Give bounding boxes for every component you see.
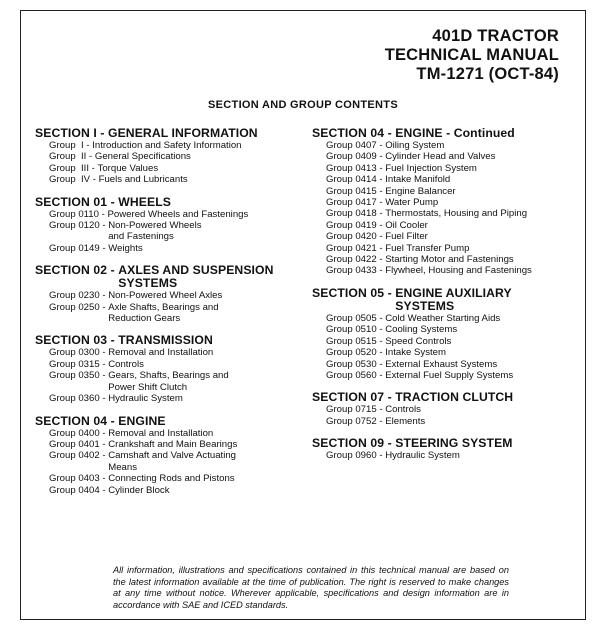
section-number: SECTION 04 - (312, 126, 396, 140)
group-name: General Specifications (94, 151, 191, 163)
group-entry (35, 220, 305, 243)
group-name: Non-Powered Wheels and Fastenings (108, 220, 202, 243)
group-name: Speed Controls (385, 335, 452, 347)
group-name: Oiling System (385, 140, 445, 151)
section-name: TRANSMISSION (118, 333, 213, 348)
group-name: Fuel Injection System (385, 162, 477, 174)
right-column (312, 127, 584, 472)
group-entry (312, 197, 584, 208)
group-name: Intake Manifold (385, 174, 451, 186)
section-block (312, 437, 584, 461)
section-number: SECTION 05 - (312, 285, 396, 300)
group-number: Group 0414 - (326, 174, 386, 186)
group-number: Group 0421 - (326, 242, 386, 254)
group-entry (312, 243, 584, 254)
section-name: ENGINE - Continued (395, 126, 515, 140)
section-number: SECTION I - (35, 126, 108, 140)
group-entry (312, 151, 584, 162)
section-title (35, 264, 305, 290)
disclaimer-text: All information, illustrations and specifications contained in this technical manual are based on the latest information available at the time of publication. The right is reserved to make changes at any time without notice. Wherever applicable, specifications and design information are in accordance with SAE and ICED standards. (113, 565, 509, 610)
section-title (312, 287, 584, 313)
group-number: Group III - (49, 162, 98, 174)
group-name: Gears, Shafts, Bearings and Power Shift Clutch (108, 370, 229, 393)
group-entry (312, 416, 584, 427)
group-number: Group II - (49, 151, 95, 163)
section-number: SECTION 07 - (312, 390, 396, 405)
group-name: Fuel Transfer Pump (385, 242, 470, 254)
group-name: External Fuel Supply Systems (385, 369, 514, 381)
section-name: ENGINE AUXILIARY SYSTEMS (395, 285, 512, 313)
group-entry (35, 359, 305, 370)
group-entry (312, 370, 584, 381)
group-name: External Exhaust Systems (385, 358, 498, 370)
group-name: Connecting Rods and Pistons (108, 473, 235, 485)
group-name: Fuel Filter (385, 231, 428, 243)
section-number: SECTION 09 - (312, 436, 396, 451)
group-number: Group 0505 - (326, 312, 386, 324)
group-name: Flywheel, Housing and Fastenings (385, 265, 532, 277)
group-entry (35, 485, 305, 496)
group-name: Cooling Systems (385, 324, 458, 336)
group-number: Group 0402 - (49, 450, 109, 462)
group-name: Introduction and Safety Information (92, 140, 242, 151)
group-entry (312, 336, 584, 347)
group-entry (312, 254, 584, 265)
group-name: Oil Cooler (385, 219, 428, 231)
group-number: Group 0420 - (326, 231, 386, 243)
group-number: Group 0300 - (49, 347, 109, 359)
section-title (35, 196, 305, 209)
group-entry (35, 473, 305, 484)
section-number: SECTION 04 - (35, 413, 119, 428)
section-block (312, 127, 584, 277)
group-number: Group 0520 - (326, 347, 386, 359)
group-number: Group 0419 - (326, 219, 386, 231)
group-entry (35, 243, 305, 254)
section-block (35, 264, 305, 324)
group-entry (35, 151, 305, 162)
group-entry (35, 163, 305, 174)
section-block (312, 391, 584, 427)
group-entry (312, 324, 584, 335)
group-number: Group 0422 - (326, 254, 386, 266)
group-number: Group 0403 - (49, 473, 109, 485)
group-name: Cold Weather Starting Aids (385, 312, 501, 324)
group-name: Camshaft and Valve Actuating Means (108, 450, 237, 473)
group-name: Crankshaft and Main Bearings (108, 438, 238, 450)
group-entry (312, 163, 584, 174)
section-number: SECTION 03 - (35, 333, 119, 348)
group-number: Group 0417 - (326, 197, 386, 209)
section-title (312, 127, 584, 140)
group-name: Elements (385, 415, 426, 427)
group-number: Group 0404 - (49, 484, 109, 496)
group-number: Group 0515 - (326, 335, 386, 347)
section-block (35, 334, 305, 404)
left-column (35, 127, 305, 506)
group-entry (312, 220, 584, 231)
group-number: Group 0360 - (49, 393, 109, 405)
section-name: WHEELS (118, 194, 171, 209)
group-number: Group 0315 - (49, 358, 109, 370)
group-entry (312, 359, 584, 370)
group-name: Cylinder Head and Valves (385, 151, 496, 163)
group-entry (35, 302, 305, 325)
group-entry (312, 231, 584, 242)
section-name: GENERAL INFORMATION (107, 126, 258, 140)
group-entry (312, 347, 584, 358)
manual-title-line-2: TECHNICAL MANUAL (384, 46, 559, 64)
group-name: Non-Powered Wheel Axles (108, 290, 223, 302)
group-number: Group 0400 - (49, 427, 109, 439)
group-entry (35, 370, 305, 393)
group-entry (312, 313, 584, 324)
group-number: Group 0418 - (326, 208, 386, 220)
group-name: Hydraulic System (385, 450, 460, 462)
group-number: Group 0407 - (326, 140, 386, 151)
manual-title-line-3: TM-1271 (OCT-84) (416, 65, 559, 83)
group-entry (312, 208, 584, 219)
group-entry (35, 393, 305, 404)
group-number: Group 0752 - (326, 415, 386, 427)
group-entry (35, 450, 305, 473)
group-number: Group 0510 - (326, 324, 386, 336)
group-name: Thermostats, Housing and Piping (385, 208, 528, 220)
group-entry (312, 140, 584, 151)
section-title (312, 391, 584, 404)
section-number: SECTION 02 - (35, 263, 119, 278)
group-entry (35, 428, 305, 439)
group-number: Group IV - (49, 174, 99, 186)
group-entry (35, 140, 305, 151)
group-number: Group 0960 - (326, 450, 386, 462)
section-block (35, 415, 305, 496)
group-entry (35, 209, 305, 220)
group-name: Cylinder Block (108, 484, 170, 496)
group-name: Powered Wheels and Fastenings (107, 208, 249, 220)
section-name: AXLES AND SUSPENSION SYSTEMS (118, 263, 274, 291)
group-number: Group 0409 - (326, 151, 386, 163)
group-name: Intake System (385, 347, 446, 359)
group-name: Water Pump (385, 197, 439, 209)
group-number: Group 0250 - (49, 301, 109, 313)
section-name: ENGINE (118, 413, 166, 428)
group-number: Group I - (49, 140, 93, 151)
group-number: Group 0715 - (326, 404, 386, 416)
section-block (312, 287, 584, 381)
group-entry (35, 347, 305, 358)
group-entry (35, 174, 305, 185)
group-entry (312, 265, 584, 276)
contents-heading: SECTION AND GROUP CONTENTS (208, 99, 398, 111)
section-title (312, 437, 584, 450)
group-entry (35, 439, 305, 450)
group-name: Engine Balancer (385, 185, 456, 197)
section-block (35, 127, 305, 186)
group-name: Controls (108, 358, 144, 370)
group-name: Starting Motor and Fastenings (385, 254, 514, 266)
group-number: Group 0120 - (49, 220, 109, 232)
group-name: Fuels and Lubricants (98, 174, 188, 186)
group-number: Group 0350 - (49, 370, 109, 382)
manual-title-line-1: 401D TRACTOR (432, 27, 559, 45)
group-name: Torque Values (97, 162, 159, 174)
manual-title-block (385, 27, 559, 84)
group-entry (312, 404, 584, 415)
manual-page (20, 10, 586, 620)
group-number: Group 0110 - (49, 208, 108, 220)
section-name: STEERING SYSTEM (395, 436, 513, 451)
section-block (35, 196, 305, 255)
group-name: Weights (108, 242, 143, 254)
group-number: Group 0401 - (49, 438, 109, 450)
group-entry (312, 174, 584, 185)
group-name: Removal and Installation (108, 427, 214, 439)
group-name: Removal and Installation (108, 347, 214, 359)
section-title (35, 415, 305, 428)
group-name: Controls (385, 404, 421, 416)
group-number: Group 0230 - (49, 290, 109, 302)
section-name: TRACTION CLUTCH (395, 390, 514, 405)
group-entry (35, 290, 305, 301)
group-number: Group 0149 - (49, 242, 109, 254)
group-number: Group 0530 - (326, 358, 386, 370)
section-title (35, 334, 305, 347)
group-number: Group 0413 - (326, 162, 386, 174)
section-title (35, 127, 305, 140)
group-name: Axle Shafts, Bearings and Reduction Gears (108, 301, 219, 325)
group-number: Group 0415 - (326, 185, 386, 197)
group-entry (312, 186, 584, 197)
group-entry (312, 450, 584, 461)
group-name: Hydraulic System (108, 393, 183, 405)
group-number: Group 0433 - (326, 265, 386, 277)
group-number: Group 0560 - (326, 369, 386, 381)
section-number: SECTION 01 - (35, 194, 119, 209)
